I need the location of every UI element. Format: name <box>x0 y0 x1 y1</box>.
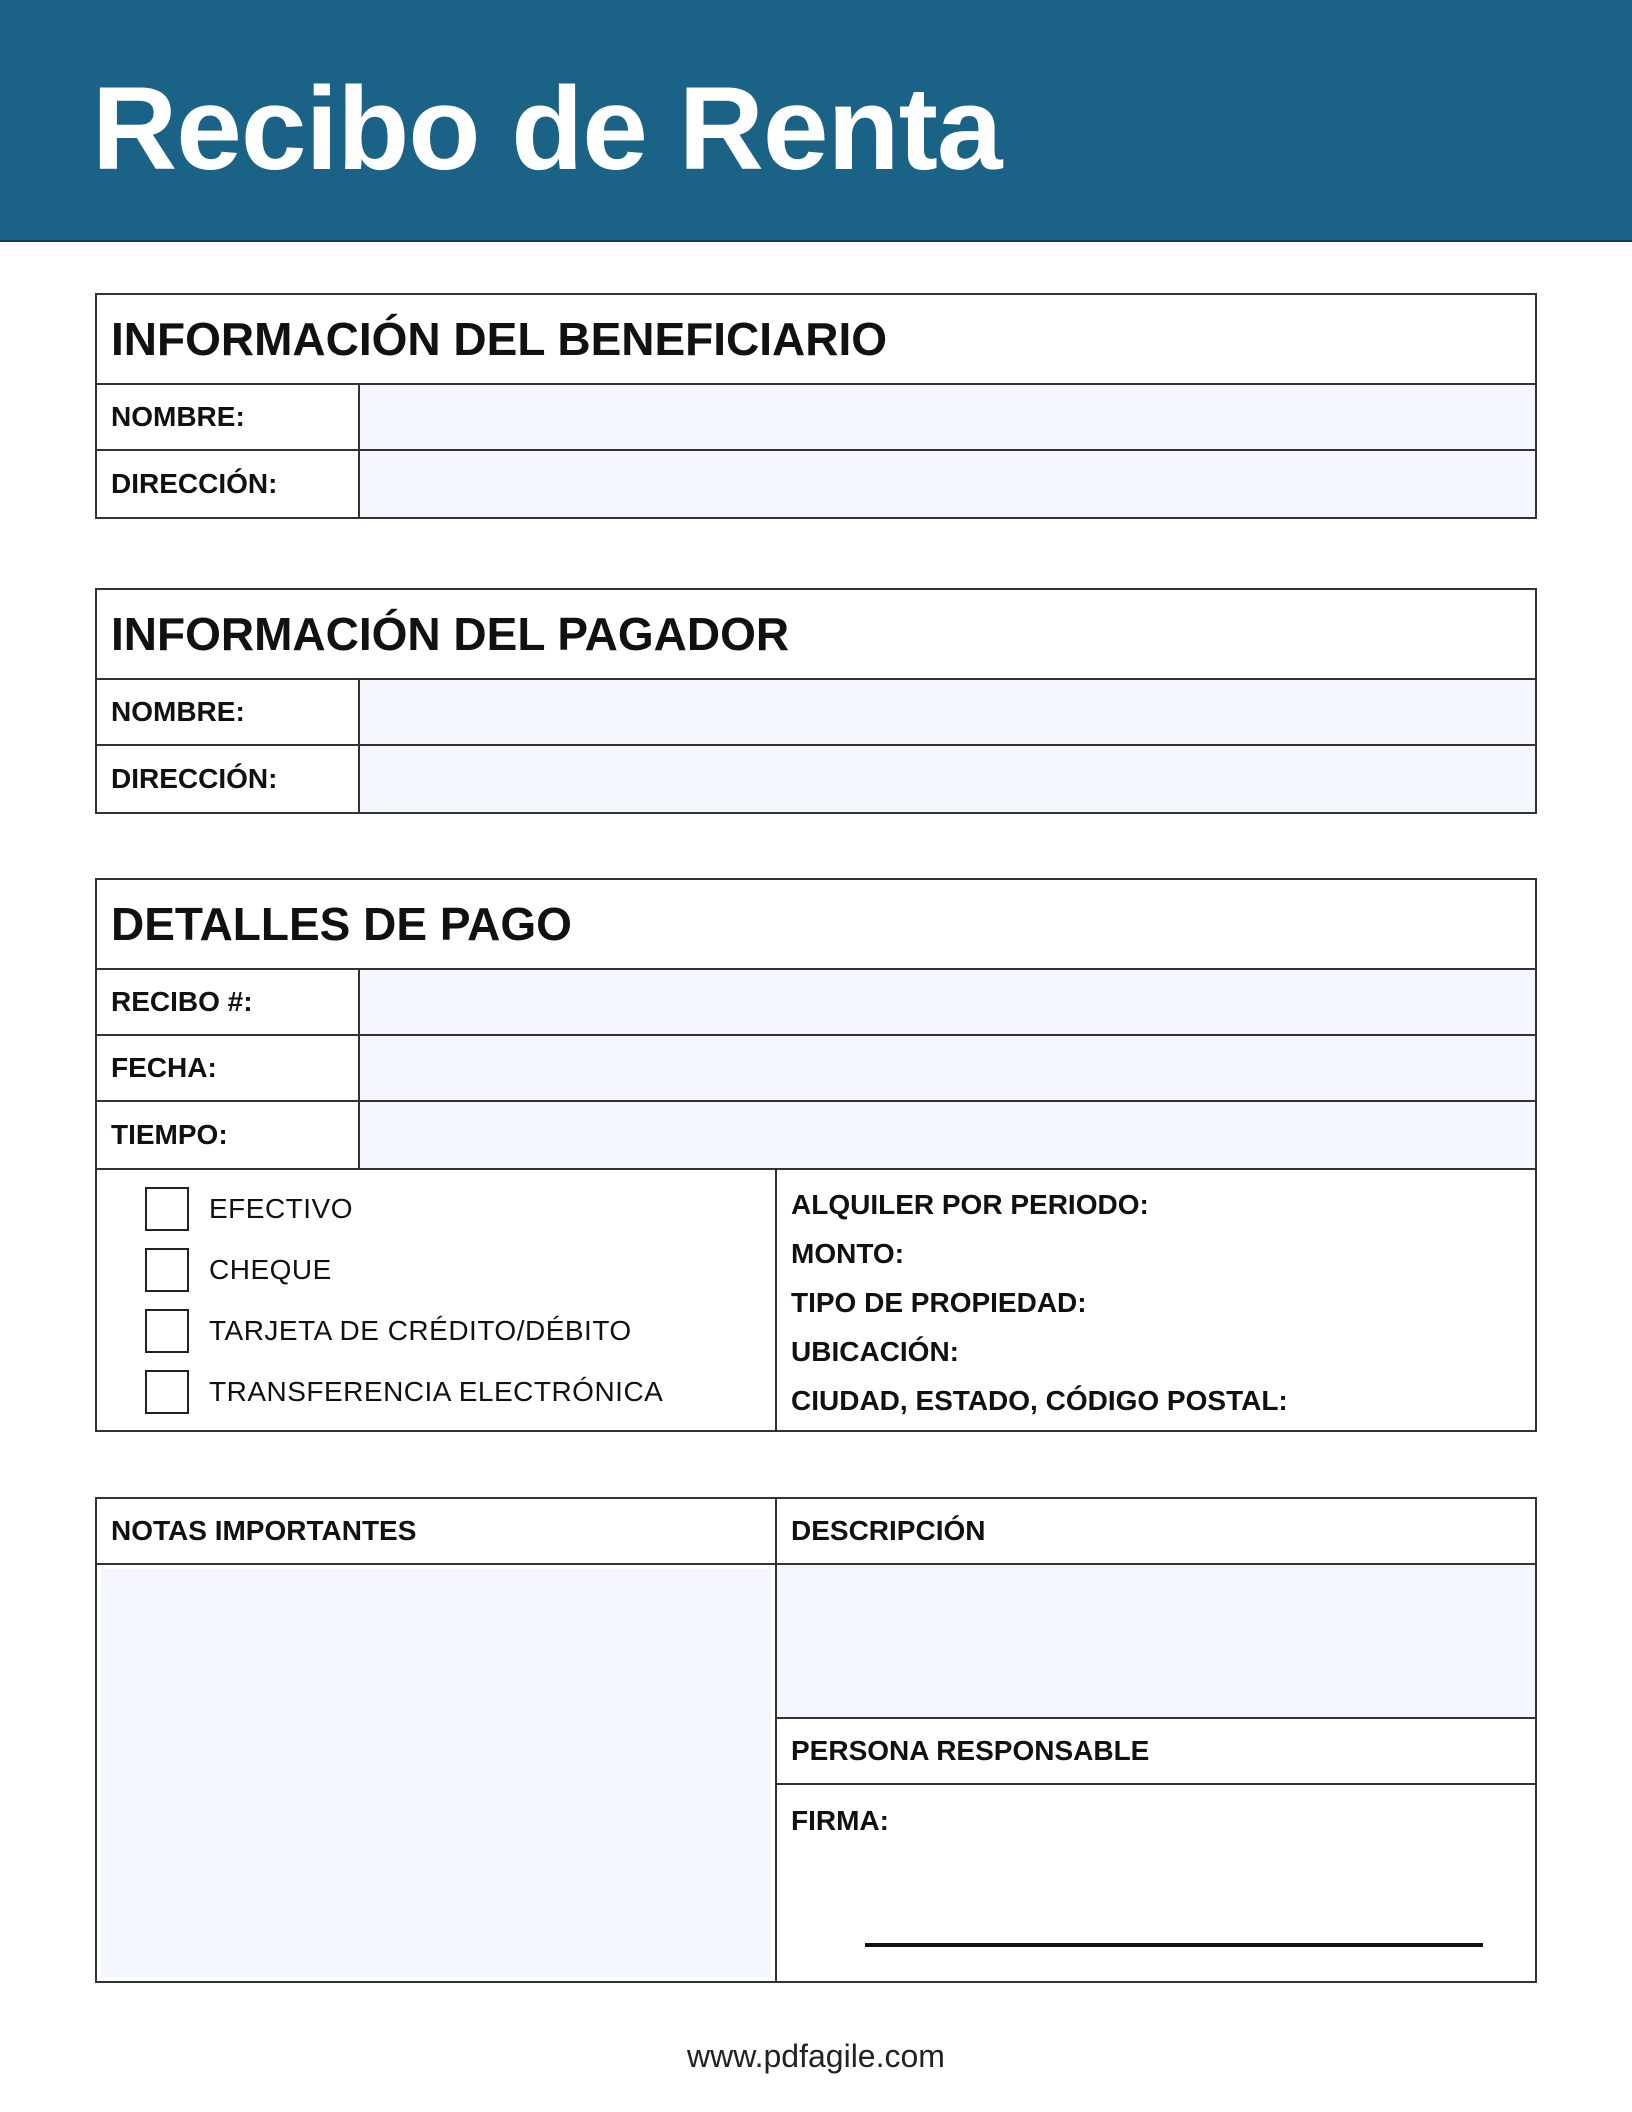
date-label: FECHA: <box>97 1036 360 1100</box>
signature-label: FIRMA: <box>791 1805 889 1836</box>
amount-label: MONTO: <box>791 1237 905 1269</box>
city-state-zip-label: CIUDAD, ESTADO, CÓDIGO POSTAL: <box>791 1384 1288 1416</box>
payment-section <box>95 878 1537 1432</box>
cash-checkbox[interactable] <box>145 1187 189 1231</box>
check-checkbox[interactable] <box>145 1248 189 1292</box>
payer-address-row <box>97 746 1535 812</box>
transfer-checkbox[interactable] <box>145 1370 189 1414</box>
location-label: UBICACIÓN: <box>791 1335 959 1367</box>
beneficiary-address-label: DIRECCIÓN: <box>97 451 360 517</box>
beneficiary-name-field[interactable] <box>360 385 1535 449</box>
method-check[interactable] <box>97 1239 775 1300</box>
receipt-number-field[interactable] <box>360 970 1535 1034</box>
card-checkbox[interactable] <box>145 1309 189 1353</box>
method-card[interactable] <box>97 1300 775 1361</box>
cash-label: EFECTIVO <box>209 1192 354 1224</box>
responsible-heading: PERSONA RESPONSABLE <box>777 1719 1535 1785</box>
beneficiary-name-row <box>97 385 1535 451</box>
signature-area[interactable] <box>777 1785 1535 1981</box>
beneficiary-address-row <box>97 451 1535 517</box>
header-banner <box>0 0 1632 242</box>
beneficiary-section <box>95 293 1537 519</box>
payer-name-label: NOMBRE: <box>97 680 360 744</box>
payer-name-field[interactable] <box>360 680 1535 744</box>
date-field[interactable] <box>360 1036 1535 1100</box>
rental-period-label: ALQUILER POR PERIODO: <box>791 1188 1149 1220</box>
signature-line <box>865 1943 1483 1947</box>
notes-section <box>95 1497 1537 1983</box>
notes-heading: NOTAS IMPORTANTES <box>97 1499 775 1565</box>
notes-column <box>97 1499 777 1981</box>
payer-section <box>95 588 1537 814</box>
time-row <box>97 1102 1535 1168</box>
footer-url: www.pdfagile.com <box>687 2038 945 2074</box>
page-title: Recibo de Renta <box>92 63 1002 195</box>
check-label: CHEQUE <box>209 1253 332 1285</box>
payer-address-field[interactable] <box>360 746 1535 812</box>
method-transfer[interactable] <box>97 1361 775 1422</box>
beneficiary-name-label: NOMBRE: <box>97 385 360 449</box>
payer-address-label: DIRECCIÓN: <box>97 746 360 812</box>
beneficiary-address-field[interactable] <box>360 451 1535 517</box>
date-row <box>97 1036 1535 1102</box>
receipt-number-row <box>97 970 1535 1036</box>
payment-options <box>97 1168 1535 1430</box>
time-label: TIEMPO: <box>97 1102 360 1168</box>
receipt-number-label: RECIBO #: <box>97 970 360 1034</box>
description-field[interactable] <box>777 1565 1535 1719</box>
payment-methods <box>97 1170 777 1430</box>
transfer-label: TRANSFERENCIA ELECTRÓNICA <box>209 1375 664 1407</box>
payer-name-row <box>97 680 1535 746</box>
method-cash[interactable] <box>97 1178 775 1239</box>
notes-field[interactable] <box>101 1569 771 1977</box>
description-heading: DESCRIPCIÓN <box>777 1499 1535 1565</box>
property-type-label: TIPO DE PROPIEDAD: <box>791 1286 1087 1318</box>
payer-heading: INFORMACIÓN DEL PAGADOR <box>97 590 1535 680</box>
beneficiary-heading: INFORMACIÓN DEL BENEFICIARIO <box>97 295 1535 385</box>
time-field[interactable] <box>360 1102 1535 1168</box>
payment-heading: DETALLES DE PAGO <box>97 880 1535 970</box>
payment-detail-list <box>777 1170 1535 1430</box>
description-column <box>777 1499 1535 1981</box>
card-label: TARJETA DE CRÉDITO/DÉBITO <box>209 1314 632 1346</box>
